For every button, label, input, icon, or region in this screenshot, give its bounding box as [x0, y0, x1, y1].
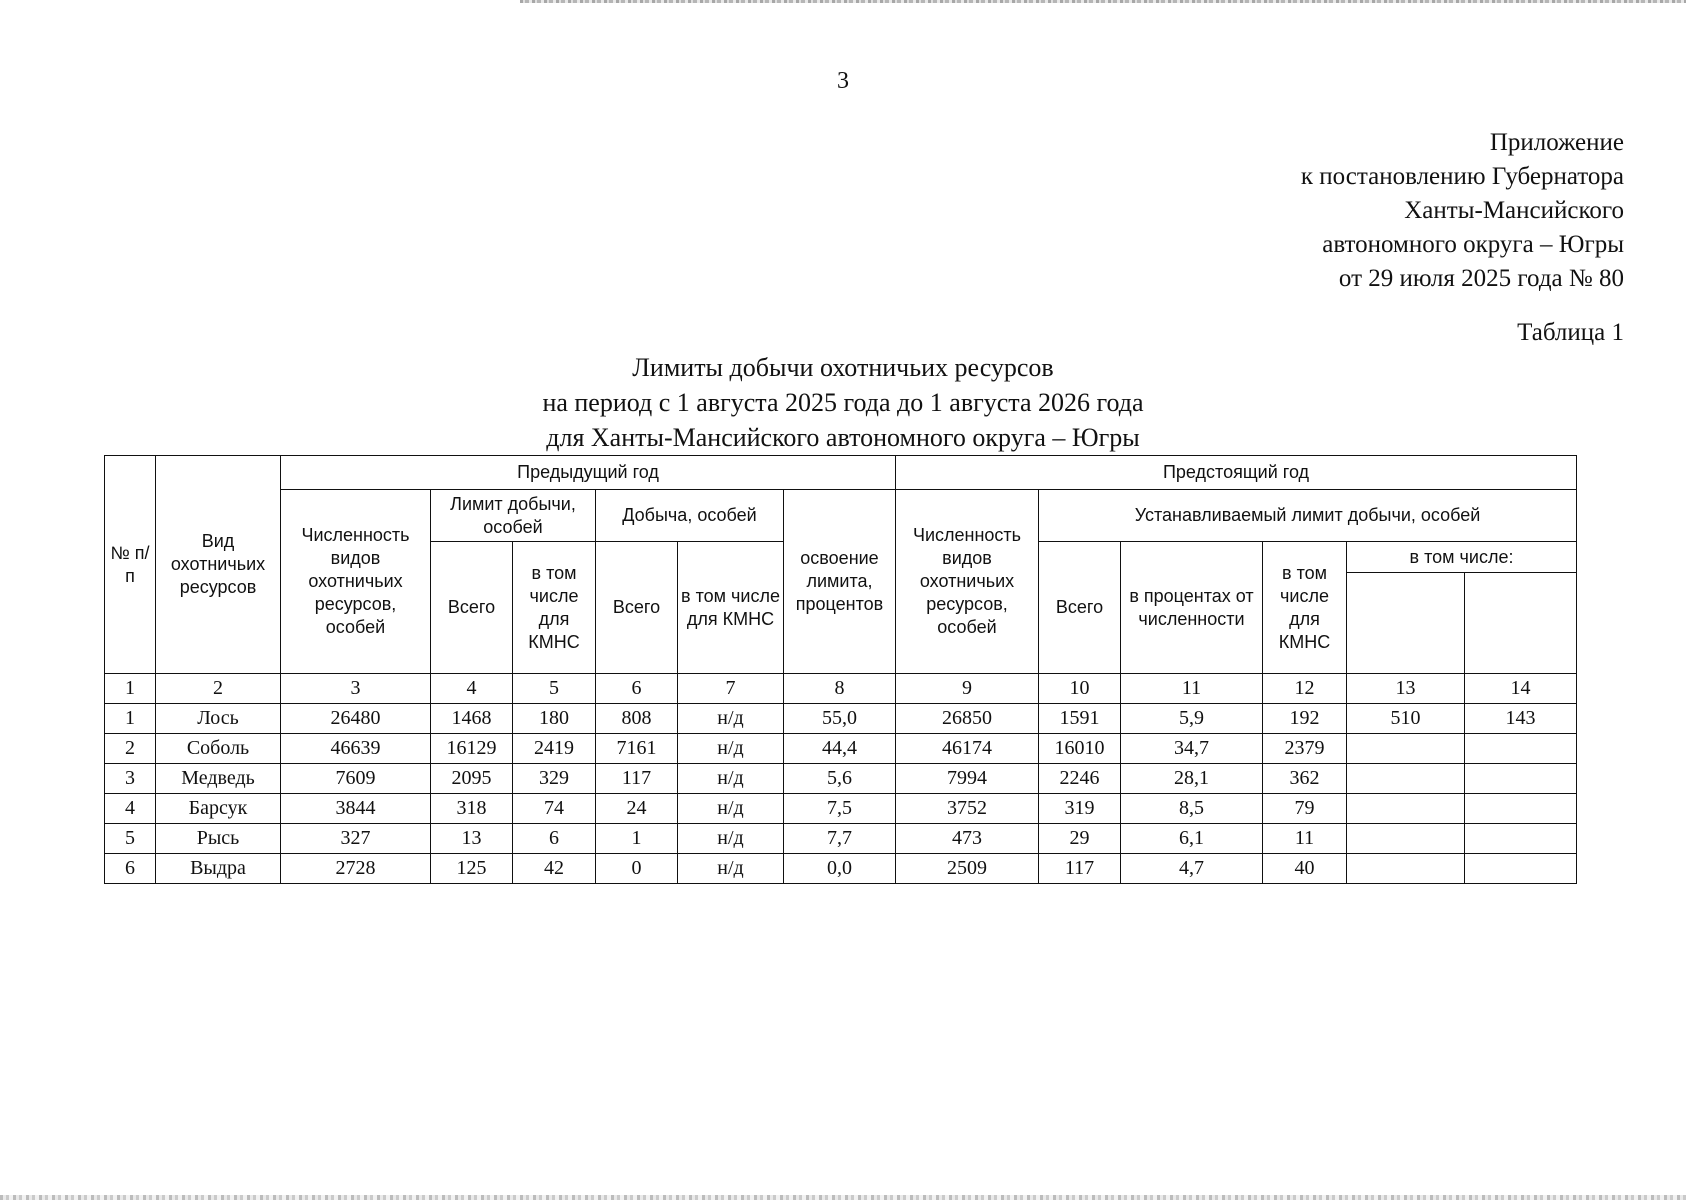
cell-prev-mastery: 7,7: [784, 824, 896, 854]
cell-species: Соболь: [156, 734, 281, 764]
page-number: 3: [837, 68, 849, 94]
cell-prev-harvest-kmns: н/д: [678, 794, 784, 824]
column-number: 5: [513, 674, 596, 704]
header-prev-harvest: Добыча, особей: [596, 490, 784, 542]
cell-including-14: [1465, 764, 1577, 794]
cell-prev-mastery: 5,6: [784, 764, 896, 794]
cell-num: 2: [105, 734, 156, 764]
table-row: [105, 734, 1577, 764]
cell-next-limit-percent: 8,5: [1121, 794, 1263, 824]
cell-next-limit-percent: 6,1: [1121, 824, 1263, 854]
table-row: [105, 824, 1577, 854]
cell-including-14: [1465, 854, 1577, 884]
header-prev-limit-kmns: в том числе для КМНС: [513, 542, 596, 674]
table-row: [105, 764, 1577, 794]
header-species: Вид охотничьих ресурсов: [156, 456, 281, 674]
cell-prev-limit-kmns: 6: [513, 824, 596, 854]
column-number: 2: [156, 674, 281, 704]
cell-including-14: [1465, 824, 1577, 854]
column-number: 14: [1465, 674, 1577, 704]
cell-next-limit-total: 2246: [1039, 764, 1121, 794]
hunting-limits-table: [104, 455, 1577, 884]
cell-num: 4: [105, 794, 156, 824]
cell-prev-population: 3844: [281, 794, 431, 824]
cell-including-14: [1465, 794, 1577, 824]
cell-prev-limit-total: 2095: [431, 764, 513, 794]
cell-including-13: 510: [1347, 704, 1465, 734]
cell-num: 6: [105, 854, 156, 884]
table-row: [105, 704, 1577, 734]
cell-num: 1: [105, 704, 156, 734]
cell-prev-population: 26480: [281, 704, 431, 734]
cell-next-population: 3752: [896, 794, 1039, 824]
header-next-limit: Устанавливаемый лимит добычи, особей: [1039, 490, 1577, 542]
cell-prev-harvest-total: 0: [596, 854, 678, 884]
header-prev-harvest-total: Всего: [596, 542, 678, 674]
cell-including-13: [1347, 764, 1465, 794]
cell-next-population: 473: [896, 824, 1039, 854]
cell-prev-limit-total: 13: [431, 824, 513, 854]
column-number: 7: [678, 674, 784, 704]
column-number: 1: [105, 674, 156, 704]
column-number: 3: [281, 674, 431, 704]
header-row-groups: [105, 490, 1577, 542]
cell-including-13: [1347, 794, 1465, 824]
cell-prev-limit-kmns: 74: [513, 794, 596, 824]
column-number-row: [105, 674, 1577, 704]
cell-prev-mastery: 44,4: [784, 734, 896, 764]
cell-prev-limit-kmns: 180: [513, 704, 596, 734]
cell-prev-harvest-total: 7161: [596, 734, 678, 764]
cell-next-limit-kmns: 2379: [1263, 734, 1347, 764]
cell-next-limit-kmns: 362: [1263, 764, 1347, 794]
header-prev-population: Численность видов охотничьих ресурсов, особей: [281, 490, 431, 674]
cell-prev-harvest-total: 24: [596, 794, 678, 824]
header-next-year: Предстоящий год: [896, 456, 1577, 490]
table-label: Таблица 1: [1517, 319, 1624, 346]
scan-edge-bottom: [0, 1195, 1686, 1200]
cell-including-13: [1347, 734, 1465, 764]
cell-next-limit-kmns: 192: [1263, 704, 1347, 734]
cell-prev-harvest-kmns: н/д: [678, 704, 784, 734]
cell-prev-mastery: 55,0: [784, 704, 896, 734]
cell-prev-limit-total: 318: [431, 794, 513, 824]
cell-prev-population: 327: [281, 824, 431, 854]
header-next-limit-kmns: в том числе для КМНС: [1263, 542, 1347, 674]
cell-prev-limit-total: 16129: [431, 734, 513, 764]
header-prev-year: Предыдущий год: [281, 456, 896, 490]
cell-prev-limit-total: 1468: [431, 704, 513, 734]
appendix-line: от 29 июля 2025 года № 80: [1338, 265, 1624, 292]
header-prev-limit: Лимит добычи, особей: [431, 490, 596, 542]
cell-prev-mastery: 7,5: [784, 794, 896, 824]
header-prev-harvest-kmns: в том числе для КМНС: [678, 542, 784, 674]
title-line: на период с 1 августа 2025 года до 1 августа 2026 года: [542, 388, 1144, 417]
appendix-block: [1301, 126, 1624, 296]
cell-including-14: [1465, 734, 1577, 764]
cell-next-population: 7994: [896, 764, 1039, 794]
cell-next-limit-total: 16010: [1039, 734, 1121, 764]
column-number: 9: [896, 674, 1039, 704]
cell-next-limit-percent: 4,7: [1121, 854, 1263, 884]
cell-prev-harvest-kmns: н/д: [678, 764, 784, 794]
cell-species: Рысь: [156, 824, 281, 854]
header-num: № п/п: [105, 456, 156, 674]
cell-next-limit-percent: 28,1: [1121, 764, 1263, 794]
cell-next-limit-kmns: 79: [1263, 794, 1347, 824]
header-prev-limit-total: Всего: [431, 542, 513, 674]
header-next-population: Численность видов охотничьих ресурсов, особей: [896, 490, 1039, 674]
cell-prev-limit-total: 125: [431, 854, 513, 884]
title-line: для Ханты-Мансийского автономного округа – Югры: [546, 423, 1140, 452]
column-number: 10: [1039, 674, 1121, 704]
cell-next-limit-total: 1591: [1039, 704, 1121, 734]
column-number: 13: [1347, 674, 1465, 704]
column-number: 11: [1121, 674, 1263, 704]
cell-num: 5: [105, 824, 156, 854]
table-row: [105, 794, 1577, 824]
cell-next-limit-total: 29: [1039, 824, 1121, 854]
column-number: 6: [596, 674, 678, 704]
cell-prev-limit-kmns: 329: [513, 764, 596, 794]
column-number: 4: [431, 674, 513, 704]
cell-including-14: 143: [1465, 704, 1577, 734]
cell-next-limit-percent: 5,9: [1121, 704, 1263, 734]
cell-prev-harvest-total: 808: [596, 704, 678, 734]
header-prev-mastery: освоение лимита, процентов: [784, 490, 896, 674]
appendix-line: Приложение: [1489, 129, 1624, 156]
header-sub-14: [1465, 573, 1577, 674]
cell-species: Лось: [156, 704, 281, 734]
appendix-line: к постановлению Губернатора: [1300, 163, 1624, 190]
scan-edge-top: [520, 0, 1686, 3]
cell-prev-harvest-total: 1: [596, 824, 678, 854]
cell-next-limit-kmns: 40: [1263, 854, 1347, 884]
header-next-limit-percent: в процентах от численности: [1121, 542, 1263, 674]
cell-next-population: 26850: [896, 704, 1039, 734]
cell-species: Барсук: [156, 794, 281, 824]
cell-including-13: [1347, 854, 1465, 884]
column-number: 12: [1263, 674, 1347, 704]
column-number: 8: [784, 674, 896, 704]
document-title: [0, 350, 1686, 455]
title-line: Лимиты добычи охотничьих ресурсов: [632, 353, 1054, 382]
header-including: в том числе:: [1347, 542, 1577, 573]
table-row: [105, 854, 1577, 884]
cell-next-limit-kmns: 11: [1263, 824, 1347, 854]
cell-including-13: [1347, 824, 1465, 854]
cell-prev-limit-kmns: 2419: [513, 734, 596, 764]
cell-next-population: 2509: [896, 854, 1039, 884]
cell-prev-population: 2728: [281, 854, 431, 884]
cell-prev-harvest-total: 117: [596, 764, 678, 794]
cell-prev-population: 7609: [281, 764, 431, 794]
cell-species: Выдра: [156, 854, 281, 884]
appendix-line: автономного округа – Югры: [1322, 231, 1624, 258]
cell-num: 3: [105, 764, 156, 794]
header-next-limit-total: Всего: [1039, 542, 1121, 674]
cell-prev-population: 46639: [281, 734, 431, 764]
cell-prev-harvest-kmns: н/д: [678, 824, 784, 854]
cell-next-limit-total: 117: [1039, 854, 1121, 884]
header-sub-13: [1347, 573, 1465, 674]
cell-prev-harvest-kmns: н/д: [678, 854, 784, 884]
cell-prev-mastery: 0,0: [784, 854, 896, 884]
cell-prev-harvest-kmns: н/д: [678, 734, 784, 764]
appendix-line: Ханты-Мансийского: [1404, 197, 1624, 224]
cell-next-limit-total: 319: [1039, 794, 1121, 824]
header-row-periods: [105, 456, 1577, 490]
cell-next-limit-percent: 34,7: [1121, 734, 1263, 764]
cell-next-population: 46174: [896, 734, 1039, 764]
cell-species: Медведь: [156, 764, 281, 794]
cell-prev-limit-kmns: 42: [513, 854, 596, 884]
